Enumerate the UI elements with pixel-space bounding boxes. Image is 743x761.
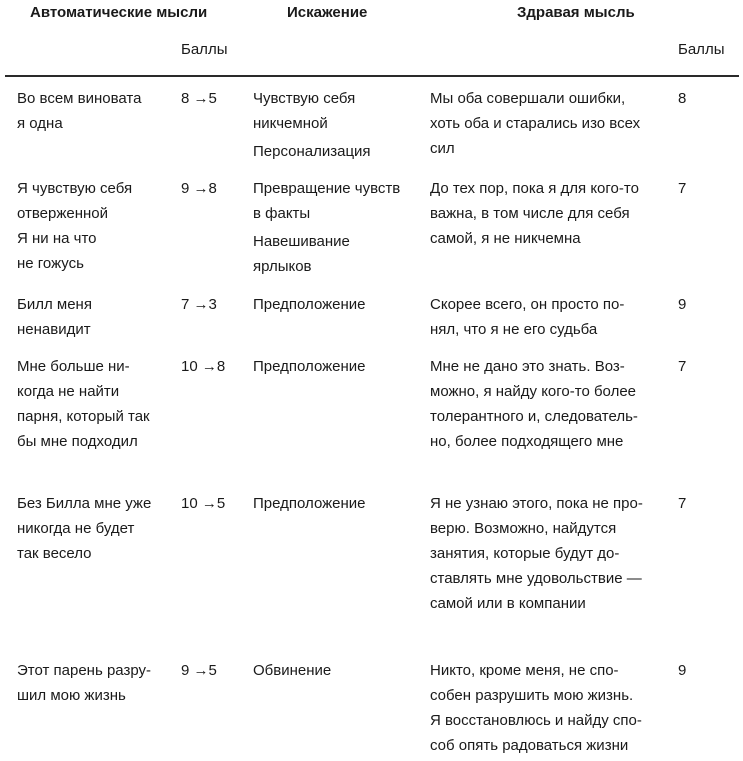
row-1-distortion-line: Чувствую себя bbox=[253, 90, 356, 107]
header-automatic-thoughts: Автоматические мысли bbox=[30, 4, 208, 21]
header-distortion: Искажение bbox=[287, 4, 368, 21]
row-6-scores bbox=[181, 658, 217, 683]
row-3-scores-value: 7 →3 bbox=[181, 296, 217, 313]
row-4-thought-line: бы мне подходил bbox=[17, 433, 138, 450]
row-2-distortion-line: Навешивание bbox=[253, 233, 350, 250]
row-1-healthy-line: сил bbox=[430, 140, 455, 157]
row-1-new-score bbox=[678, 86, 686, 111]
row-3-healthy-line: Скорее всего, он просто по- bbox=[430, 296, 625, 313]
row-1-healthy-line: хоть оба и старались изо всех bbox=[430, 115, 641, 132]
row-6-distortion-line: Обвинение bbox=[253, 662, 332, 679]
row-6-healthy-line: Никто, кроме меня, не спо- bbox=[430, 662, 619, 679]
row-5-healthy-line: верю. Возможно, найдутся bbox=[430, 520, 617, 537]
row-1-new-score-value: 8 bbox=[678, 90, 687, 107]
row-1-distortion-line: никчемной bbox=[253, 115, 328, 132]
row-2-distortion-line: ярлыков bbox=[253, 258, 312, 275]
row-3-thought-line: ненавидит bbox=[17, 321, 91, 338]
row-6-healthy-line: соб опять радоваться жизни bbox=[430, 737, 629, 754]
row-2-new-score bbox=[678, 176, 686, 201]
row-4-scores bbox=[181, 354, 225, 379]
row-1-healthy-line: Мы оба совершали ошибки, bbox=[430, 90, 626, 107]
row-2-healthy-line: важна, в том числе для себя bbox=[430, 205, 630, 222]
row-6-thought bbox=[17, 658, 151, 708]
row-5-thought-line: Без Билла мне уже bbox=[17, 495, 152, 512]
row-3-healthy bbox=[430, 292, 624, 342]
row-5-distortion bbox=[253, 491, 366, 516]
row-2-distortion bbox=[253, 176, 400, 279]
header-score-before-after: Баллы bbox=[181, 41, 228, 58]
row-4-thought-line: Мне больше ни- bbox=[17, 358, 130, 375]
row-1-thought-line: я одна bbox=[17, 115, 63, 132]
row-2-scores bbox=[181, 176, 217, 201]
row-6-thought-line: шил мою жизнь bbox=[17, 687, 126, 704]
row-2-healthy bbox=[430, 176, 639, 251]
row-2-thought-line: Я чувствую себя bbox=[17, 180, 133, 197]
row-2-thought-line: Я ни на что bbox=[17, 230, 97, 247]
row-1-scores-value: 8 →5 bbox=[181, 90, 217, 107]
row-5-thought-line: так весело bbox=[17, 545, 92, 562]
row-2-scores-value: 9 →8 bbox=[181, 180, 217, 197]
row-5-new-score-value: 7 bbox=[678, 495, 687, 512]
row-6-healthy-line: Я восстановлюсь и найду спо- bbox=[430, 712, 642, 729]
row-5-scores-value: 10 →5 bbox=[181, 495, 226, 512]
row-5-healthy-line: Я не узнаю этого, пока не про- bbox=[430, 495, 643, 512]
row-2-thought bbox=[17, 176, 132, 276]
row-4-thought-line: когда не найти bbox=[17, 383, 120, 400]
row-1-distortion bbox=[253, 86, 371, 164]
row-4-healthy-line: но, более подходящего мне bbox=[430, 433, 624, 450]
row-5-distortion-line: Предположение bbox=[253, 495, 366, 512]
row-5-thought-line: никогда не будет bbox=[17, 520, 135, 537]
row-6-scores-value: 9 →5 bbox=[181, 662, 217, 679]
header-divider bbox=[5, 75, 739, 77]
row-4-healthy bbox=[430, 354, 638, 454]
row-4-healthy-line: толерантного и, следователь- bbox=[430, 408, 638, 425]
row-4-thought-line: парня, который так bbox=[17, 408, 150, 425]
row-6-healthy-line: собен разрушить мою жизнь. bbox=[430, 687, 634, 704]
row-3-thought bbox=[17, 292, 92, 342]
header-healthy-thought: Здравая мысль bbox=[517, 4, 635, 21]
row-6-new-score-value: 9 bbox=[678, 662, 687, 679]
row-4-distortion bbox=[253, 354, 366, 379]
row-3-distortion bbox=[253, 292, 366, 317]
row-5-healthy-line: ставлять мне удовольствие — bbox=[430, 570, 642, 587]
row-5-scores bbox=[181, 491, 225, 516]
row-2-distortion-line: Превращение чувств bbox=[253, 180, 401, 197]
row-4-healthy-line: Мне не дано это знать. Воз- bbox=[430, 358, 625, 375]
row-4-healthy-line: можно, я найду кого-то более bbox=[430, 383, 637, 400]
row-3-distortion-line: Предположение bbox=[253, 296, 366, 313]
row-5-healthy bbox=[430, 491, 643, 616]
row-4-new-score bbox=[678, 354, 686, 379]
row-2-distortion-line: в факты bbox=[253, 205, 311, 222]
row-2-thought-line: отверженной bbox=[17, 205, 109, 222]
row-1-scores bbox=[181, 86, 217, 111]
row-2-thought-line: не гожусь bbox=[17, 255, 84, 272]
row-6-distortion bbox=[253, 658, 331, 683]
row-4-scores-value: 10 →8 bbox=[181, 358, 226, 375]
row-4-thought bbox=[17, 354, 150, 454]
row-1-thought bbox=[17, 86, 141, 136]
row-1-thought-line: Во всем виновата bbox=[17, 90, 142, 107]
row-5-thought bbox=[17, 491, 151, 566]
row-5-healthy-line: занятия, которые будут до- bbox=[430, 545, 620, 562]
row-2-healthy-line: До тех пор, пока я для кого-то bbox=[430, 180, 639, 197]
row-3-scores bbox=[181, 292, 217, 317]
row-5-healthy-line: самой или в компании bbox=[430, 595, 586, 612]
header-score-new: Баллы bbox=[678, 41, 725, 58]
row-6-healthy bbox=[430, 658, 642, 758]
row-3-new-score bbox=[678, 292, 686, 317]
row-2-healthy-line: самой, я не никчемна bbox=[430, 230, 581, 247]
row-1-healthy bbox=[430, 86, 640, 161]
row-6-thought-line: Этот парень разру- bbox=[17, 662, 152, 679]
row-1-distortion-line: Персонализация bbox=[253, 143, 371, 160]
row-2-new-score-value: 7 bbox=[678, 180, 687, 197]
row-4-new-score-value: 7 bbox=[678, 358, 687, 375]
row-3-thought-line: Билл меня bbox=[17, 296, 92, 313]
row-3-new-score-value: 9 bbox=[678, 296, 687, 313]
row-4-distortion-line: Предположение bbox=[253, 358, 366, 375]
row-6-new-score bbox=[678, 658, 686, 683]
row-3-healthy-line: нял, что я не его судьба bbox=[430, 321, 598, 338]
row-5-new-score bbox=[678, 491, 686, 516]
